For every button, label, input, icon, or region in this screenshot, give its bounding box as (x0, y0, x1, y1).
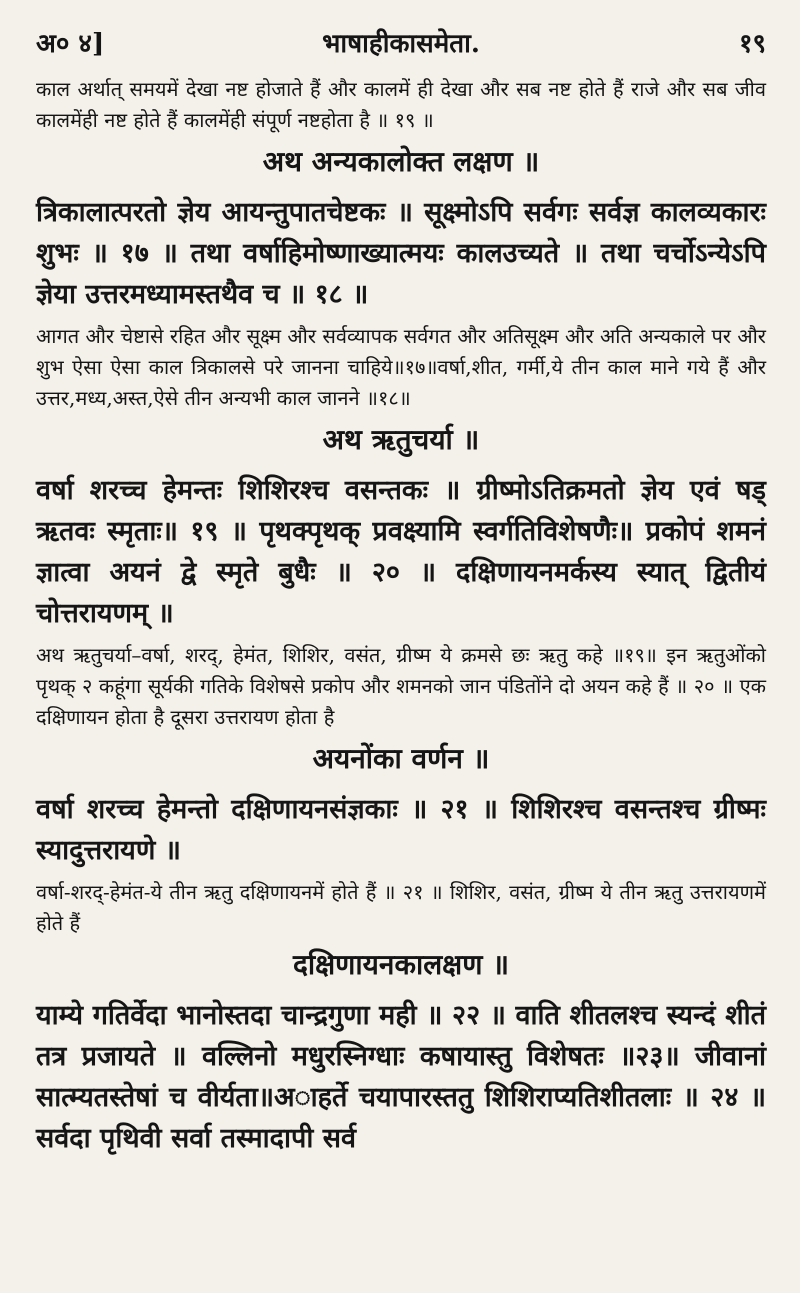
section-heading: दक्षिणायनकालक्षण ॥ (292, 948, 510, 981)
commentary: आगत और चेष्टासे रहित और सूक्ष्म और सर्वव्यापक सर्वगत और अतिसूक्ष्म और अति अन्यकाले पर और शुभ ऐसा ऐसा काल त्रिकालसे परे जानना चाहिये॥१७॥वर्षा,शीत, गर्मी,ये तीन काल माने गये हैं और उत्तर,मध्य,अस्त,ऐसे तीन अन्यभी काल जानने ॥१८॥ (36, 324, 766, 410)
verse: वर्षा शरच्च हेमन्तो दक्षिणायनसंज्ञकाः ॥ २१ ॥ शिशिरश्च वसन्तश्च ग्रीष्मः स्यादुत्तरायणे ॥ (36, 794, 766, 866)
paragraph: काल अर्थात् समयमें देखा नष्ट होजाते हैं और कालमें ही देखा और सब नष्ट होते हैं राजे और सब जीव कालमेंही नष्ट होते हैं कालमेंही संपूर्ण नष्टहोता है ॥ १९ ॥ (36, 77, 766, 132)
section-heading: अयनोंका वर्णन ॥ (312, 742, 490, 775)
commentary: अथ ऋतुचर्या–वर्षा, शरद्, हेमंत, शिशिर, वसंत, ग्रीष्म ये क्रमसे छः ऋतु कहे ॥१९॥ इन ऋतुओंको पृथक् २ कहूंगा सूर्यकी गतिके विशेषसे प्रकोप और शमनको जान पंडितोंने दो अयन कहे हैं ॥ २० ॥ एक दक्षिणायन होता है दूसरा उत्तरायण होता है (36, 643, 766, 729)
section-heading: अथ ऋतुचर्या ॥ (322, 423, 480, 456)
chapter-marker: अ० ४] (36, 29, 105, 59)
commentary: वर्षा-शरद्-हेमंत-ये तीन ऋतु दक्षिणायनमें होते हैं ॥ २१ ॥ शिशिर, वसंत, ग्रीष्म ये तीन ऋतु उत्तरायणमें होते हैं (36, 880, 766, 935)
verse: वर्षा शरच्च हेमन्तः शिशिरश्च वसन्तकः ॥ ग्रीष्मोऽतिक्रमतो ज्ञेय एवं षड् ऋतवः स्मृताः॥ १९ ॥ पृथक्पृथक् प्रवक्ष्यामि स्वर्गतिविशेषणैः॥ प्रकोपं शमनं ज्ञात्वा अयनं द्वे स्मृते बुधैः ॥ २० ॥ दक्षिणायनमर्कस्य स्यात् द्वितीयं चोत्तरायणम् ॥ (36, 475, 766, 629)
verse: याम्ये गतिर्वेदा भानोस्तदा चान्द्रगुणा मही ॥ २२ ॥ वाति शीतलश्च स्यन्दं शीतं तत्र प्रजायते ॥ वल्लिनो मधुरस्निग्धाः कषायास्तु विशेषतः ॥२३॥ जीवानां सात्म्यतस्तेषां च वीर्यता॥अाहर्ते चयापारस्ततु शिशिराप्यतिशीतलाः ॥ २४ ॥ सर्वदा पृथिवी सर्वा तस्मादापी सर्व (36, 1000, 766, 1154)
page-number: १९ (738, 29, 766, 59)
section-heading: अथ अन्यकालोक्त लक्षण ॥ (262, 145, 540, 178)
page-body (36, 74, 766, 1159)
verse: त्रिकालात्परतो ज्ञेय आयन्तुपातचेष्टकः ॥ सूक्ष्मोऽपि सर्वगः सर्वज्ञ कालव्यकारः शुभः ॥ १७ ॥ तथा वर्षाहिमोष्णाख्यात्मयः कालउच्यते ॥ तथा चर्चोऽन्येऽपि ज्ञेया उत्तरमध्यामस्तथैव च ॥ १८ ॥ (36, 197, 766, 310)
running-header (36, 24, 766, 66)
book-title: भाषाहीकासमेता. (322, 29, 480, 59)
